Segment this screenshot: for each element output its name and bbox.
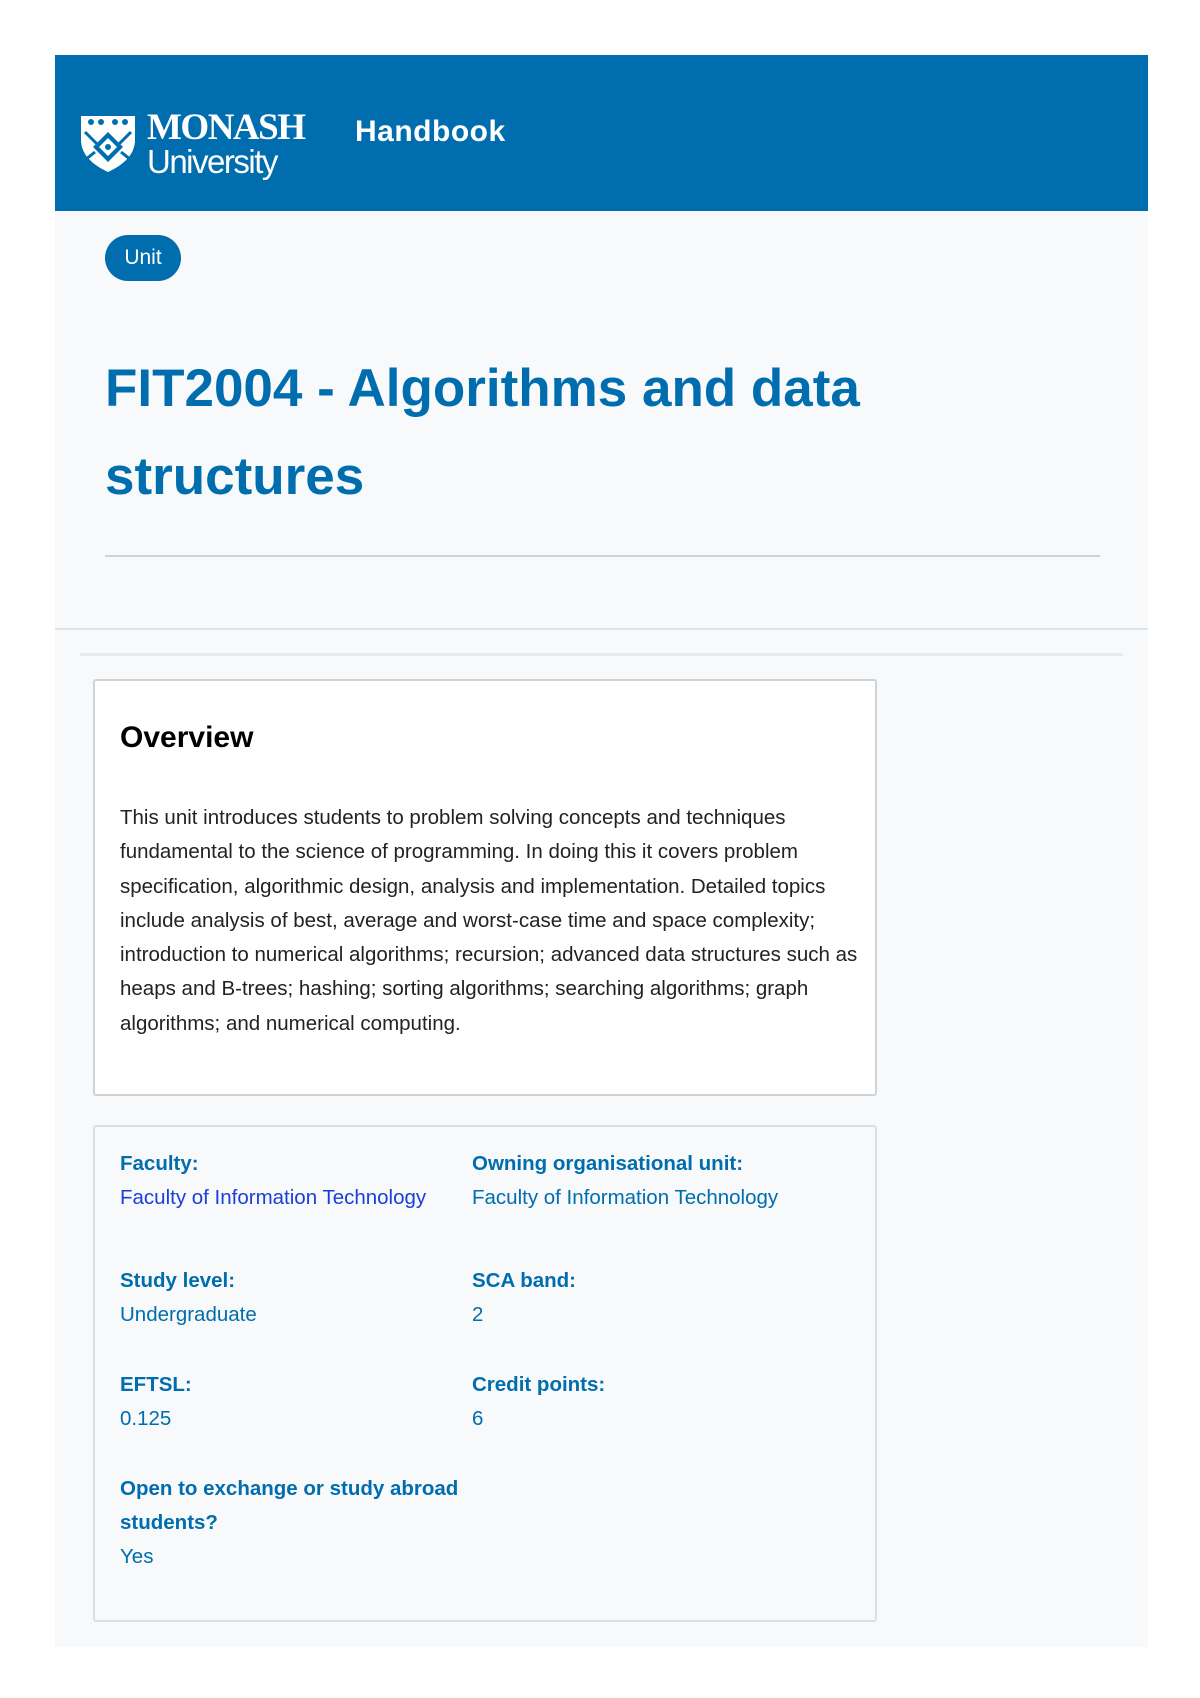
owning-unit-value: Faculty of Information Technology xyxy=(472,1186,779,1209)
credit-points-field xyxy=(472,1368,812,1436)
owning-unit-label: Owning organisational unit: xyxy=(472,1152,744,1175)
faculty-label: Faculty: xyxy=(120,1152,199,1175)
logo-line-2: University xyxy=(147,143,277,180)
credit-points-value: 6 xyxy=(472,1407,484,1430)
sca-band-field xyxy=(472,1264,812,1332)
section-divider xyxy=(55,628,1148,630)
study-level-value: Undergraduate xyxy=(120,1303,257,1326)
handbook-link[interactable]: Handbook xyxy=(355,115,506,148)
monash-logo[interactable] xyxy=(77,107,327,182)
eftsl-label: EFTSL: xyxy=(120,1373,192,1396)
crest-icon xyxy=(77,110,139,174)
page-title: FIT2004 - Algorithms and data structures xyxy=(105,359,860,506)
exchange-value: Yes xyxy=(120,1545,154,1568)
owning-unit-field xyxy=(472,1147,852,1215)
study-level-field xyxy=(120,1264,460,1332)
logo-line-1: MONASH xyxy=(147,107,305,148)
overview-card xyxy=(93,679,877,1096)
page xyxy=(55,55,1148,1647)
unit-details-card xyxy=(93,1125,877,1622)
sca-band-value: 2 xyxy=(472,1303,484,1326)
study-level-label: Study level: xyxy=(120,1269,236,1292)
unit-badge: Unit xyxy=(105,235,181,281)
eftsl-field xyxy=(120,1368,460,1436)
overview-heading: Overview xyxy=(120,721,254,754)
sca-band-label: SCA band: xyxy=(472,1269,577,1292)
credit-points-label: Credit points: xyxy=(472,1373,606,1396)
logo-text xyxy=(147,107,305,180)
faculty-field xyxy=(120,1147,460,1215)
exchange-label: Open to exchange or study abroad students? xyxy=(120,1477,459,1534)
title-divider xyxy=(105,555,1100,557)
overview-text: This unit introduces students to problem solving concepts and techniques fundamental to the science of programming. In doing this it covers problem specification, algorithmic design, analysis and implementation. Detailed topics include analysis of best, average and worst-case time and space complexity; introduction to numerical algorithms; recursion; advanced data structures such as heaps and B-trees; hashing; sorting algorithms; searching algorithms; graph algorithms; and numerical computing. xyxy=(120,806,858,1035)
content-divider xyxy=(80,653,1123,656)
faculty-link[interactable]: Faculty of Information Technology xyxy=(120,1186,427,1209)
top-bar xyxy=(55,55,1148,211)
eftsl-value: 0.125 xyxy=(120,1407,172,1430)
exchange-field xyxy=(120,1472,480,1574)
